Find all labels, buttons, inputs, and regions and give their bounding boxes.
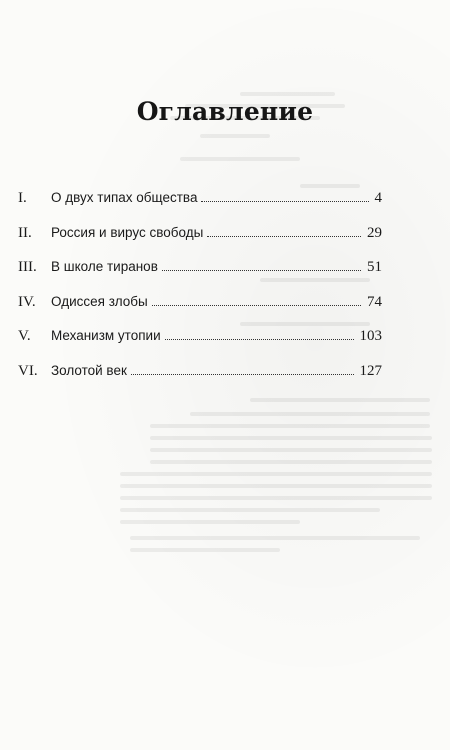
toc-entry-2[interactable] [18, 225, 382, 260]
toc-entry-4[interactable] [18, 294, 382, 329]
chapter-title: Золотой век [51, 362, 127, 378]
dot-leader [131, 374, 354, 375]
page-number: 29 [367, 224, 382, 241]
chapter-number: VI. [18, 362, 38, 379]
chapter-title: О двух типах общества [51, 190, 198, 205]
dot-leader [207, 236, 361, 237]
chapter-title: Одиссея злобы [51, 293, 148, 309]
chapter-number: V. [18, 328, 31, 345]
toc-entry-3[interactable] [18, 259, 382, 294]
toc-entry-1[interactable] [18, 190, 382, 225]
chapter-number: III. [18, 259, 37, 276]
dot-leader [152, 305, 361, 306]
toc-list [18, 190, 382, 398]
chapter-number: II. [18, 224, 32, 241]
page-number: 74 [367, 293, 382, 310]
dot-leader [165, 339, 354, 340]
chapter-title: В школе тиранов [51, 259, 158, 275]
chapter-number: I. [18, 190, 27, 206]
dot-leader [201, 201, 368, 202]
chapter-title: Россия и вирус свободы [51, 224, 204, 240]
page-number: 4 [374, 190, 382, 206]
toc-heading: Оглавление [136, 96, 314, 126]
chapter-title: Механизм утопии [51, 328, 161, 344]
toc-entry-5[interactable] [18, 328, 382, 363]
chapter-number: IV. [18, 293, 36, 310]
dot-leader [162, 270, 361, 271]
page-number: 51 [367, 259, 382, 276]
page-number: 127 [359, 362, 382, 379]
page-number: 103 [359, 328, 382, 345]
toc-entry-6[interactable] [18, 363, 382, 398]
